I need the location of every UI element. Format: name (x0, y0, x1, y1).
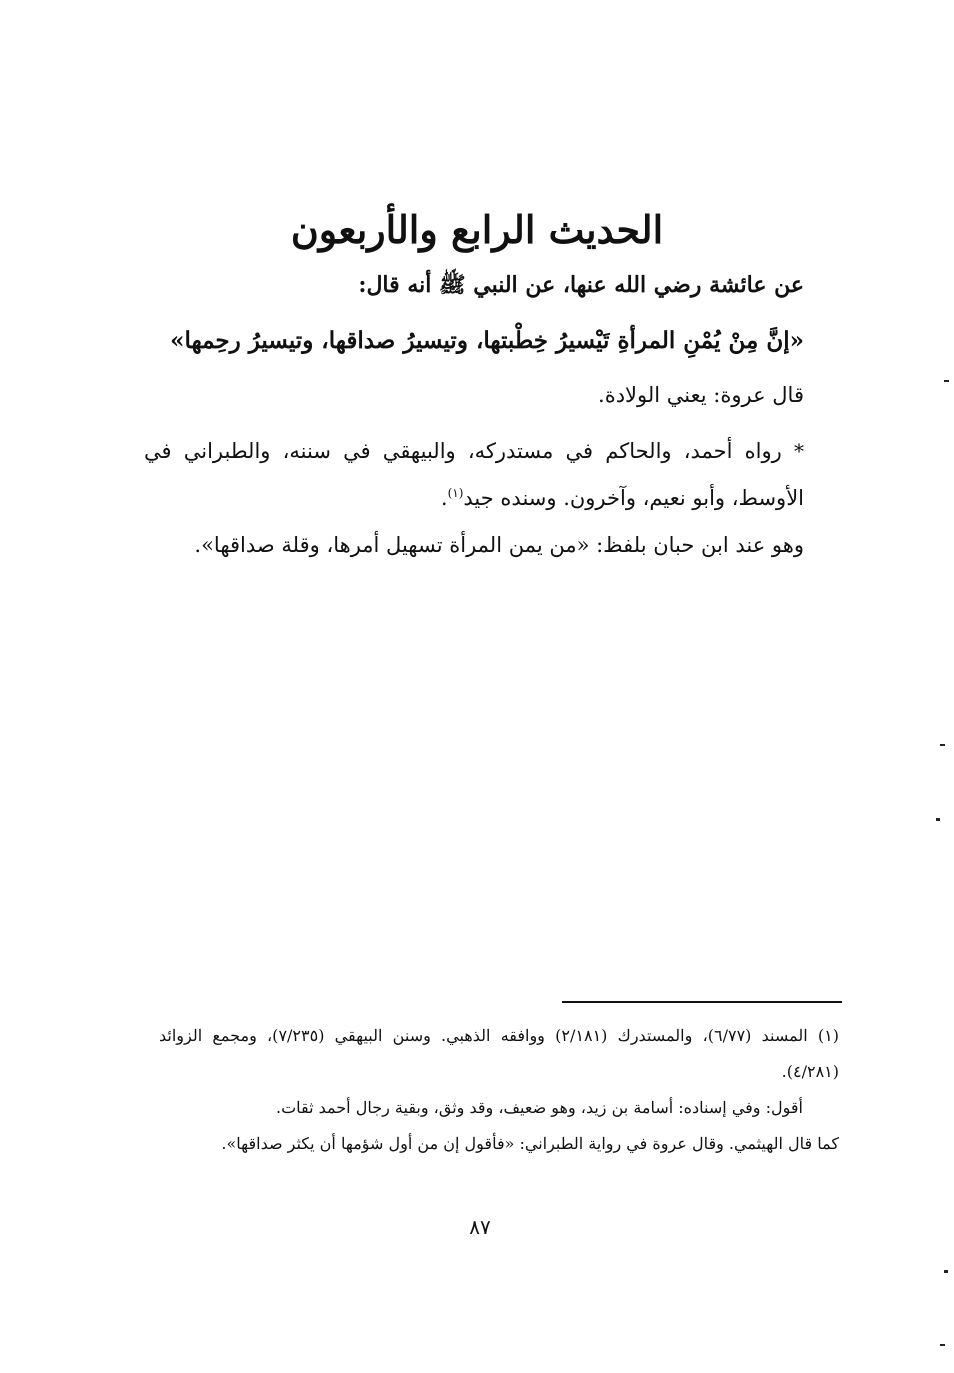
footnotes (159, 1018, 839, 1162)
footnote-separator (562, 1001, 842, 1003)
scan-speck (936, 818, 940, 821)
footnote-1-haythami: كما قال الهيثمي. وقال عروة في رواية الطبراني: «فأقول إن من أول شؤمها أن يكثر صداقها». (221, 1134, 839, 1153)
page-number: ٨٧ (469, 1215, 491, 1239)
scan-speck (944, 1270, 948, 1273)
footnote-ref[interactable]: (١) (447, 486, 464, 500)
ibn-hibban-note: وهو عند ابن حبان بلفظ: «من يمن المرأة تسهيل أمرها، وقلة صداقها». (194, 533, 804, 557)
hadith-text: «إنَّ مِنْ يُمْنِ المرأةِ تَيْسيرُ خِطْبتها، وتيسيرُ صداقها، وتيسيرُ رحِمها» (170, 327, 804, 354)
scan-speck (940, 744, 945, 746)
scan-speck (944, 380, 949, 382)
footnote-1-sources: (١) المسند (٦/٧٧)، والمستدرك (٢/١٨١) ووافقه الذهبي. وسنن البيهقي (٧/٢٣٥)، ومجمع الزوائد (٤/٢٨١). (159, 1026, 840, 1081)
footnote-1-comment: أقول: وفي إسناده: أسامة بن زيد، وهو ضعيف، وقد وثق، وبقية رجال أحمد ثقات. (275, 1098, 803, 1117)
hadith-intro: عن عائشة رضي الله عنها، عن النبي ﷺ أنه قال: (358, 272, 804, 298)
scan-speck (940, 1344, 945, 1346)
chapter-title: الحديث الرابع والأربعون (290, 207, 664, 252)
takhrij-paragraph (144, 430, 804, 519)
star-marker: * (793, 439, 804, 463)
takhrij-text: رواه أحمد، والحاكم في مستدركه، والبيهقي في سننه، والطبراني في الأوسط، وأبو نعيم، وآخرون. وسنده جيد (144, 439, 804, 510)
takhrij-end: . (440, 486, 448, 510)
urwa-note: قال عروة: يعني الولادة. (598, 383, 804, 407)
